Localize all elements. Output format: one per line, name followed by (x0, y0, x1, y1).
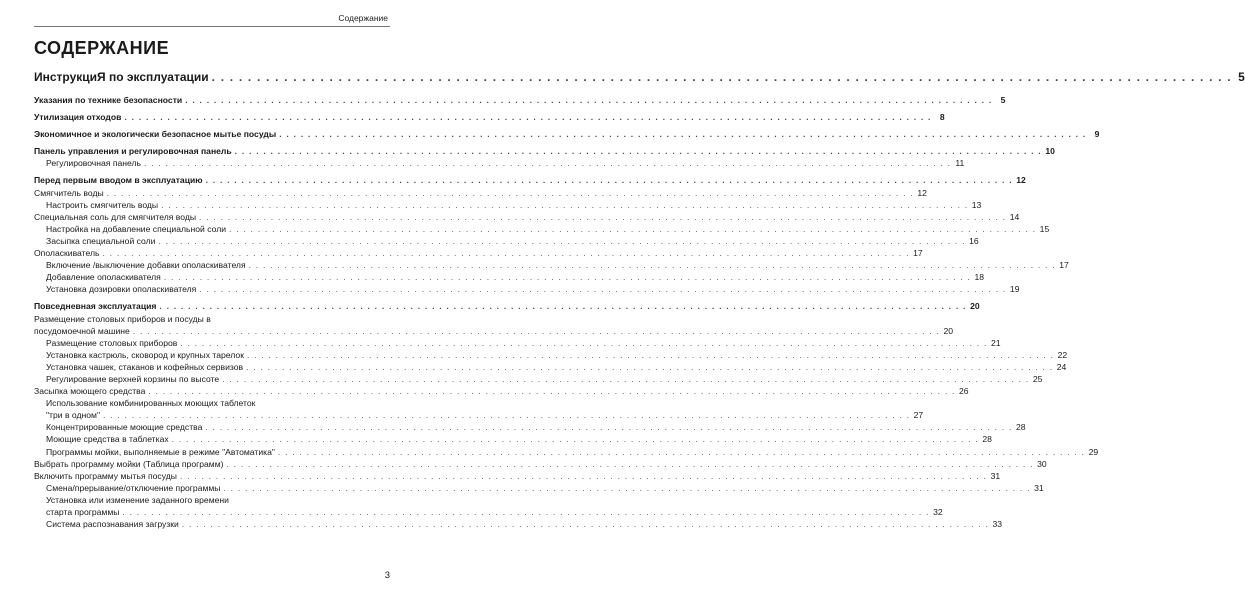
toc-entry-title: Экономичное и экологически безопасное мытье посуды (34, 129, 277, 140)
toc-entry[interactable] (34, 361, 1067, 373)
toc-entry-page: 21 (990, 337, 1001, 348)
toc-entry-title: Регулирование верхней корзины по высоте (46, 373, 220, 384)
dot-leader (205, 421, 1012, 433)
dot-leader (246, 361, 1053, 373)
dot-leader (229, 223, 1036, 235)
toc-entry[interactable] (34, 247, 923, 259)
dot-leader (278, 446, 1085, 458)
toc-entry-title: Засыпка специальной соли (46, 235, 156, 246)
dot-leader (107, 187, 914, 199)
toc-entry[interactable] (34, 397, 392, 409)
toc-entry-title: Моющие средства в таблетках (46, 434, 169, 445)
page-title: СОДЕРЖАНИЕ (34, 38, 170, 58)
toc-entry-title: Утилизация отходов (34, 112, 122, 123)
toc-entry-title: Программы мойки, выполняемые в режиме "Автоматика" (46, 446, 275, 457)
toc-entry-page: 10 (1045, 146, 1055, 157)
page-number: 3 (384, 570, 390, 581)
dot-leader (226, 458, 1033, 470)
dot-leader (158, 235, 965, 247)
toc-entry[interactable] (34, 494, 392, 506)
toc-entry-title: Настроить смягчитель воды (46, 199, 159, 210)
toc-entry-title: Установка или изменение заданного времени (46, 494, 229, 505)
toc-entry[interactable] (34, 223, 1050, 235)
toc-entry-title: Установка дозировки ополаскивателя (46, 284, 197, 295)
toc-entry-title: Использование комбинированных моющих таблеток (46, 398, 256, 409)
toc-entry-title: Регулировочная панель (46, 158, 142, 169)
toc-entry[interactable] (34, 506, 943, 518)
toc-entry[interactable] (34, 199, 982, 211)
toc-entry-page: 12 (1016, 175, 1026, 186)
dot-leader (199, 211, 1006, 223)
toc-entry[interactable] (34, 518, 1003, 530)
toc-entry-title: Размещение столовых приборов и посуды в (34, 313, 211, 324)
toc-entry[interactable] (34, 313, 392, 325)
toc-entry-title: Установка чашек, стаканов и кофейных сервизов (46, 361, 244, 372)
toc-entry-page: 17 (913, 248, 923, 259)
dot-leader (172, 433, 979, 445)
toc-entry[interactable] (34, 421, 1026, 433)
toc-entry-page: 5 (1000, 95, 1006, 105)
dot-leader (279, 128, 1086, 140)
toc-entry-page: 8 (939, 112, 945, 123)
dot-leader (206, 174, 1013, 186)
dot-leader (122, 506, 929, 518)
toc-entry-title: Включение /выключение добавки ополаскивателя (46, 260, 246, 271)
dot-leader (159, 300, 966, 312)
toc-entry-title: Повседневная эксплуатация (34, 301, 157, 312)
toc-entry[interactable] (34, 385, 969, 397)
toc-entry-title: Указания по технике безопасности (34, 95, 183, 105)
dot-leader (144, 157, 951, 169)
toc-entry-page: 31 (1034, 482, 1044, 493)
toc-entry-title: "три в одном" (46, 410, 100, 421)
toc-entry-title: Включить программу мытья посуды (34, 470, 177, 481)
toc-entry-title: Смягчитель воды (34, 187, 104, 198)
toc-entry-title: Настройка на добавление специальной соли (46, 223, 227, 234)
toc-entry-page: 15 (1039, 223, 1050, 234)
toc-entry-page: 30 (1037, 458, 1047, 469)
toc-entry[interactable] (34, 111, 945, 123)
dot-leader (164, 271, 971, 283)
toc-entry-title: Установка кастрюль, сковород и крупных тарелок (46, 349, 244, 360)
dot-leader (124, 111, 931, 123)
toc-entry[interactable] (34, 482, 1044, 494)
toc-entry-page: 31 (990, 470, 1001, 481)
toc-entry[interactable] (34, 174, 1026, 186)
section-heading-page: 5 (1238, 70, 1245, 84)
section-heading[interactable] (34, 70, 1245, 84)
dot-leader (180, 470, 987, 482)
toc-entry-title: Выбрать программу мойки (Таблица программ) (34, 458, 224, 469)
toc-entry-title: посудомоечной машине (34, 325, 130, 336)
toc-entry-title: Концентрированные моющие средства (46, 422, 203, 433)
dot-leader (249, 259, 1056, 271)
toc-entry-page: 29 (1088, 446, 1099, 457)
toc-entry[interactable] (34, 235, 979, 247)
dot-leader (247, 349, 1054, 361)
toc-entry-page: 13 (971, 199, 982, 210)
toc-entry[interactable] (34, 128, 1100, 140)
toc-entry-page: 14 (1009, 211, 1020, 222)
toc-entry[interactable] (34, 271, 985, 283)
toc-entry[interactable] (34, 446, 1099, 458)
toc-entry-page: 28 (982, 434, 992, 445)
toc-entry[interactable] (34, 337, 1001, 349)
toc-entry-title: Панель управления и регулировочная панель (34, 146, 232, 157)
dot-leader (102, 247, 909, 259)
toc-entry-page: 20 (970, 301, 980, 312)
section-heading-label: ИнструкциЯ по эксплуатации (34, 70, 209, 84)
toc-entry[interactable] (34, 325, 954, 337)
toc-entry-title: Специальная соль для смягчителя воды (34, 211, 197, 222)
dot-leader (223, 482, 1030, 494)
toc-entry-page: 12 (917, 187, 927, 198)
toc-entry-page: 16 (969, 235, 979, 246)
toc-entry[interactable] (34, 94, 1006, 106)
dot-leader (235, 145, 1042, 157)
toc-entry[interactable] (34, 349, 1068, 361)
toc-entry-title: Засыпка моющего средства (34, 386, 146, 397)
toc-entry-page: 9 (1094, 129, 1100, 140)
toc-entry[interactable] (34, 187, 927, 199)
toc-entry[interactable] (34, 409, 924, 421)
dot-leader (222, 373, 1029, 385)
toc-entry[interactable] (34, 433, 992, 445)
toc-entry[interactable] (34, 157, 965, 169)
toc-entry[interactable] (34, 470, 1001, 482)
toc-entry-title: Добавление ополаскивателя (46, 272, 161, 283)
toc-entry-page: 18 (974, 272, 985, 283)
toc-entry-page: 11 (955, 158, 965, 169)
toc-entry-page: 24 (1056, 361, 1067, 372)
dot-leader (199, 283, 1006, 295)
dot-leader (103, 409, 910, 421)
toc-entry[interactable] (34, 211, 1020, 223)
toc-entry-page: 17 (1059, 260, 1069, 271)
dot-leader (180, 337, 987, 349)
toc-entry-page: 22 (1057, 349, 1068, 360)
toc-entry-title: Перед первым вводом в эксплуатацию (34, 175, 203, 186)
toc-entry-page: 26 (959, 386, 969, 397)
dot-leader (133, 325, 940, 337)
toc-entry-title: Ополаскиватель (34, 248, 100, 259)
toc-entry[interactable] (34, 300, 980, 312)
toc-entry-title: Смена/прерывание/отключение программы (46, 482, 221, 493)
dot-leader (182, 518, 989, 530)
toc-entry[interactable] (34, 145, 1055, 157)
header-rule (34, 26, 390, 27)
toc-entry-page: 27 (913, 410, 924, 421)
toc-entry-page: 25 (1032, 373, 1043, 384)
toc-entry-title: Система распознавания загрузки (46, 519, 179, 530)
toc-entry[interactable] (34, 373, 1043, 385)
toc-entry-page: 19 (1009, 284, 1020, 295)
toc-entry-title: старта программы (46, 507, 120, 517)
toc-entry-page: 32 (933, 507, 943, 517)
dot-leader (148, 385, 955, 397)
toc-entry-page: 20 (943, 325, 954, 336)
toc-entry-page: 33 (992, 519, 1003, 530)
running-header: Содержание (338, 13, 388, 23)
dot-leader (161, 199, 968, 211)
toc-entry-title: Размещение столовых приборов (46, 337, 178, 348)
toc-entry-page: 28 (1016, 422, 1026, 433)
table-of-contents (34, 94, 1100, 530)
toc-entry[interactable] (34, 283, 1020, 295)
toc-entry[interactable] (34, 259, 1069, 271)
toc-entry[interactable] (34, 458, 1047, 470)
dot-leader (185, 94, 992, 106)
dot-leader (212, 70, 1232, 84)
